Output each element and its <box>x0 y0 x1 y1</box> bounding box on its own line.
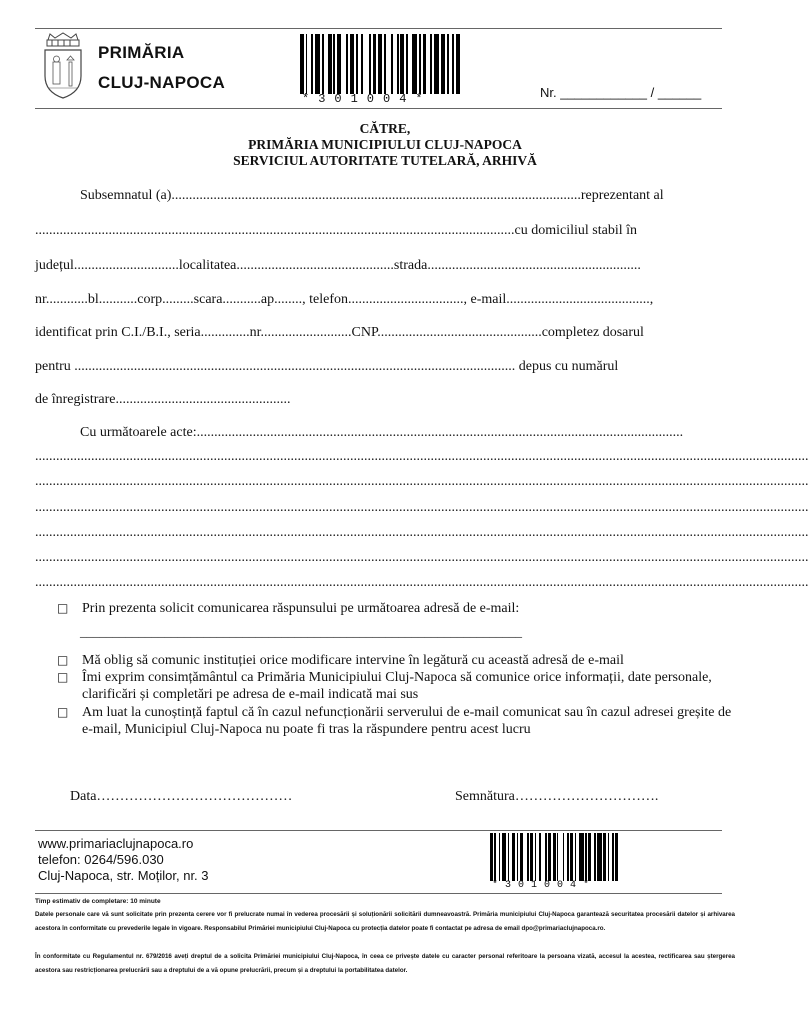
gdpr-paragraph-2: În conformitate cu Regulamentul nr. 679/2016 aveți dreptul de a solicita Primăriei municipiului Cluj-Napoca, în ceea ce privește datele cu caracter personal referitoare la persoana vizată, accesul la acestea, rectificarea sau ștergerea acestora sau restricționarea prelucrării sau a dreptului de a vă opune prelucrării, precum și a dreptului la portabilitatea datelor. <box>35 953 735 974</box>
documents-line-6[interactable]: ............................................................................................................................................................................................................................. <box>35 575 809 590</box>
form-line-applicant[interactable]: Subsemnatul (a).....................................................................................................................reprezentant al <box>80 188 664 203</box>
addressee-line2: PRIMĂRIA MUNICIPIULUI CLUJ-NAPOCA <box>248 137 522 152</box>
date-field[interactable]: Data…………………………………… <box>70 789 293 804</box>
signature-field[interactable]: Semnătura…………………………. <box>455 789 659 804</box>
city-crest-icon <box>40 32 86 100</box>
institution-name-line2: CLUJ-NAPOCA <box>98 73 226 92</box>
form-line-county[interactable]: județul..............................localitatea.............................................strada............................................................. <box>35 258 641 273</box>
documents-line-5[interactable]: ............................................................................................................................................................................................................................. <box>35 550 809 565</box>
checkbox-liability[interactable]: □ <box>57 705 69 719</box>
gdpr-paragraph-1: Datele personale care vă sunt solicitate prin prezenta cerere vor fi prelucrate numai în vederea procesării și soluționării solicitării dumneavoastră. Primăria municipiului Cluj-Napoca garantează securitatea procesării datelor și arhivarea acestora în conformitate cu prevederile legale în vigoare. Responsabilul Primăriei municipiului Cluj-Napoca cu protecția datelor poate fi contactat pe adresa de email dpo@primariaclujnapoca.ro. <box>35 911 735 932</box>
footer-barcode-number: *301004* <box>492 880 597 891</box>
footer-phone: telefon: 0264/596.030 <box>38 852 164 867</box>
footer-address: Cluj-Napoca, str. Moților, nr. 3 <box>38 868 209 883</box>
registration-number-field[interactable]: Nr. ____________ / ______ <box>540 85 702 100</box>
form-line-registration[interactable]: de înregistrare.................................................. <box>35 392 291 407</box>
form-line-domicile[interactable]: .........................................................................................................................................cu domiciliul stabil în <box>35 223 637 238</box>
form-line-file[interactable]: pentru .............................................................................................................................. depus cu numărul <box>35 359 619 374</box>
documents-line-4[interactable]: ............................................................................................................................................................................................................................. <box>35 525 809 540</box>
institution-name-line1: PRIMĂRIA <box>98 43 185 62</box>
form-line-documents[interactable]: Cu următoarele acte:........................................................................................................................................... <box>80 425 684 440</box>
checkbox-consent-label: Îmi exprim consimțământul ca Primăria Municipiului Cluj-Napoca să comunice orice informații, date personale, clarificări și completări pe adresa de e-mail indicată mai sus <box>82 670 712 702</box>
addressee-line1: CĂTRE, <box>359 121 411 136</box>
checkbox-email-response-label: Prin prezenta solicit comunicarea răspunsului pe următoarea adresă de e-mail: <box>82 601 520 616</box>
form-line-address-contact[interactable]: nr............bl...........corp.........scara...........ap........, telefon................................., e-mail........................................., <box>35 292 654 307</box>
email-input-line[interactable]: ____________________________________________________________________ <box>80 624 522 639</box>
checkbox-consent[interactable]: □ <box>57 670 69 684</box>
form-line-id[interactable]: identificat prin C.I./B.I., seria..............nr..........................CNP...............................................completez dosarul <box>35 325 644 340</box>
barcode <box>300 34 462 94</box>
checkbox-email-response[interactable]: □ <box>57 601 69 615</box>
addressee-line3: SERVICIUL AUTORITATE TUTELARĂ, ARHIVĂ <box>233 153 537 168</box>
barcode-number: *301004* <box>302 92 432 106</box>
documents-line-3[interactable]: ............................................................................................................................................................................................................................. <box>35 500 809 515</box>
footer-rule-2 <box>35 893 722 894</box>
footer-rule <box>35 830 722 831</box>
footer-website[interactable]: www.primariaclujnapoca.ro <box>38 836 194 851</box>
footer-barcode <box>490 833 620 881</box>
top-rule <box>35 28 722 29</box>
checkbox-notify-changes[interactable]: □ <box>57 653 69 667</box>
checkbox-notify-changes-label: Mă oblig să comunic instituției orice modificare intervine în legătură cu această adresă de e-mail <box>82 653 624 668</box>
completion-time-note: Timp estimativ de completare: 10 minute <box>35 898 161 905</box>
documents-line-2[interactable]: ............................................................................................................................................................................................................................. <box>35 474 809 489</box>
header-rule <box>35 108 722 109</box>
documents-line-1[interactable]: ............................................................................................................................................................................................................................. <box>35 449 809 464</box>
checkbox-liability-label: Am luat la cunoștință faptul că în cazul nefuncționării serverului de e-mail comunicat sau în cazul adresei greșite de e-mail, Municipiul Cluj-Napoca nu poate fi tras la răspundere pentru acest lucru <box>82 705 732 737</box>
